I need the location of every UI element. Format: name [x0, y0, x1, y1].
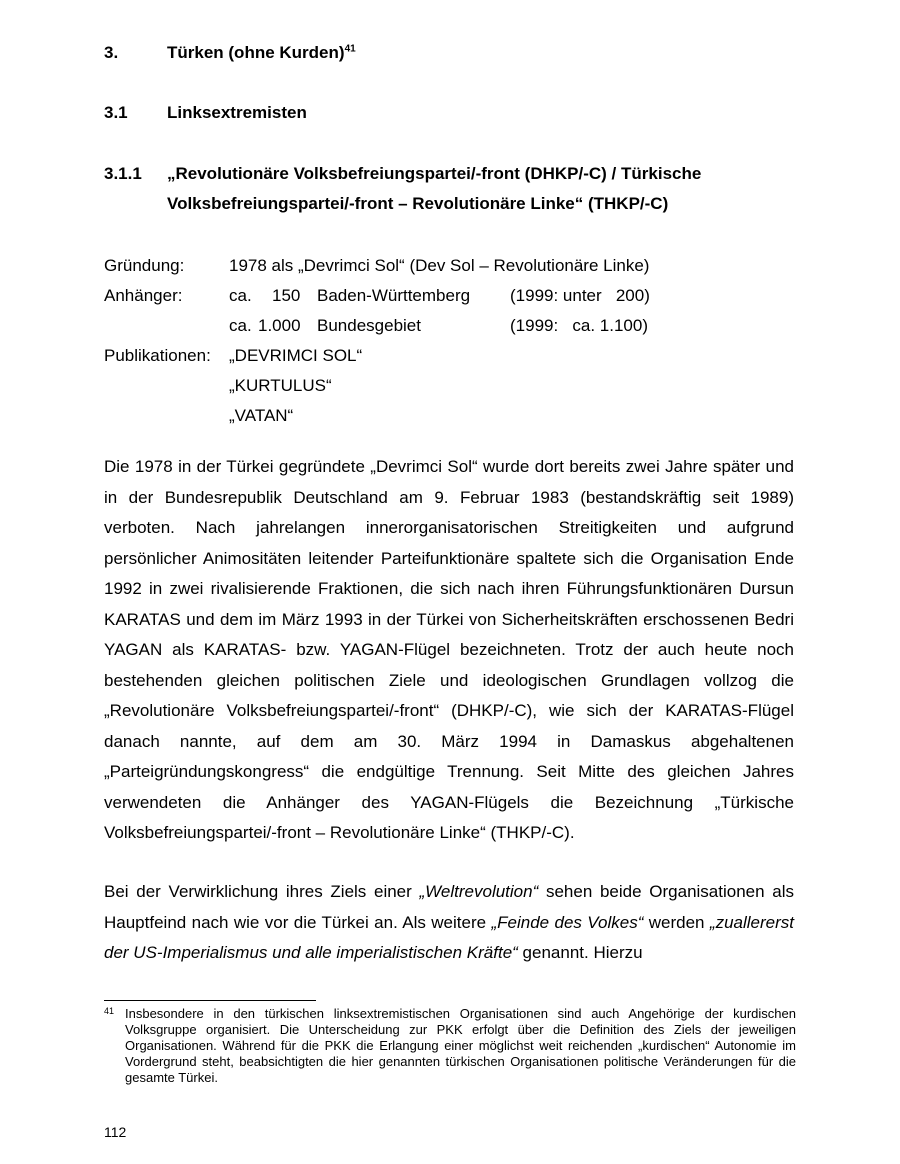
publication-1: „DEVRIMCI SOL“ [229, 346, 363, 365]
anhaenger-count-2: 1.000 [258, 316, 301, 335]
heading-3-1-1-title-line1: „Revolutionäre Volksbefreiungspartei/-front (DHKP/-C) / Türkische [167, 164, 702, 183]
footnote-41 [104, 1006, 796, 1086]
heading-3-1-1-number: 3.1.1 [104, 164, 142, 183]
anhaenger-ca-2: ca. [229, 316, 252, 335]
anhaenger-ca-1: ca. [229, 286, 252, 305]
publication-2: „KURTULUS“ [229, 376, 332, 395]
anhaenger-place-1: Baden-Württemberg [317, 286, 471, 305]
quote-feinde-des-volkes: „Feinde des Volkes“ [491, 912, 644, 932]
heading-3-1-title: Linksextremisten [167, 103, 307, 122]
paragraph-2: Bei der Verwirklichung ihres Ziels einer „Weltrevolution“ sehen beide Organisationen als Hauptfeind nach wie vor die Türkei an. Als weitere „Feinde des Volkes“ werden „zuallererst der US-Imperialismus und alle imperialistischen Kräfte“ genannt. Hierzu [104, 882, 795, 962]
footnote-ref-41[interactable]: 41 [344, 43, 356, 55]
footnote-text: Insbesondere in den türkischen linksextremistischen Organisationen sind auch Angehörige der kurdischen Volksgruppe organisiert. Die Unterscheidung zur PKK erfolgt über die Definition des Ziels der jeweiligen Organisationen. Während für die PKK die Erlangung einer möglichst weit reichenden „kurdischen“ Autonomie im Vordergrund steht, beabsichtigten die hier genannten türkischen Organisationen politische Veränderungen für die gesamte Türkei. [125, 1006, 796, 1085]
footnote-divider [104, 1000, 316, 1001]
publication-3: „VATAN“ [229, 406, 294, 425]
gruendung-label: Gründung: [104, 256, 185, 275]
quote-us-imperialismus: „zuallererst der US-Imperialismus und alle imperialistischen Kräfte“ [104, 912, 794, 962]
anhaenger-label: Anhänger: [104, 286, 183, 305]
anhaenger-prev-2: (1999: ca. 1.100) [510, 316, 648, 335]
anhaenger-prev-1: (1999: unter 200) [510, 286, 650, 305]
heading-3-title: Türken (ohne Kurden) [167, 43, 345, 62]
footnote-mark: 41 [104, 1006, 115, 1016]
heading-3-number: 3. [104, 43, 119, 62]
paragraph-1: Die 1978 in der Türkei gegründete „Devrimci Sol“ wurde dort bereits zwei Jahre später und in der Bundesrepublik Deutschland am 9. Februar 1983 (bestandskräftig seit 1989) verboten. Nach jahrelangen innerorganisatorischen Streitigkeiten und aufgrund persönlicher Animositäten leitender Parteifunktionäre spaltete sich die Organisation Ende 1992 in zwei rivalisierende Fraktionen, die sich nach ihren Führungsfunktionären Dursun KARATAS und dem im März 1993 in der Türkei von Sicherheitskräften erschossenen Bedri YAGAN als KARATAS- bzw. YAGAN-Flügel bezeichneten. Trotz der auch heute noch bestehenden gleichen politischen Ziele und ideologischen Grundlagen vollzog die „Revolutionäre Volksbefreiungspartei/-front“ (DHKP/-C), wie sich der KARATAS-Flügel danach nannte, auf dem am 30. März 1994 in Damaskus abgehaltenen „Parteigründungskongress“ die endgültige Trennung. Seit Mitte des gleichen Jahres verwendeten die Anhänger des YAGAN-Flügels die Bezeichnung „Türkische Volksbefreiungspartei/-front – Revolutionäre Linke“ (THKP/-C). [104, 457, 794, 842]
publikationen-label: Publikationen: [104, 346, 211, 365]
anhaenger-place-2: Bundesgebiet [317, 316, 421, 335]
page-number: 112 [104, 1124, 127, 1140]
heading-3-1-number: 3.1 [104, 103, 128, 122]
gruendung-value: 1978 als „Devrimci Sol“ (Dev Sol – Revolutionäre Linke) [229, 256, 650, 275]
anhaenger-count-1: 150 [272, 286, 301, 305]
quote-weltrevolution: „Weltrevolution“ [419, 882, 539, 901]
heading-3-1-1-title-line2: Volksbefreiungspartei/-front – Revolutionäre Linke“ (THKP/-C) [167, 194, 669, 213]
